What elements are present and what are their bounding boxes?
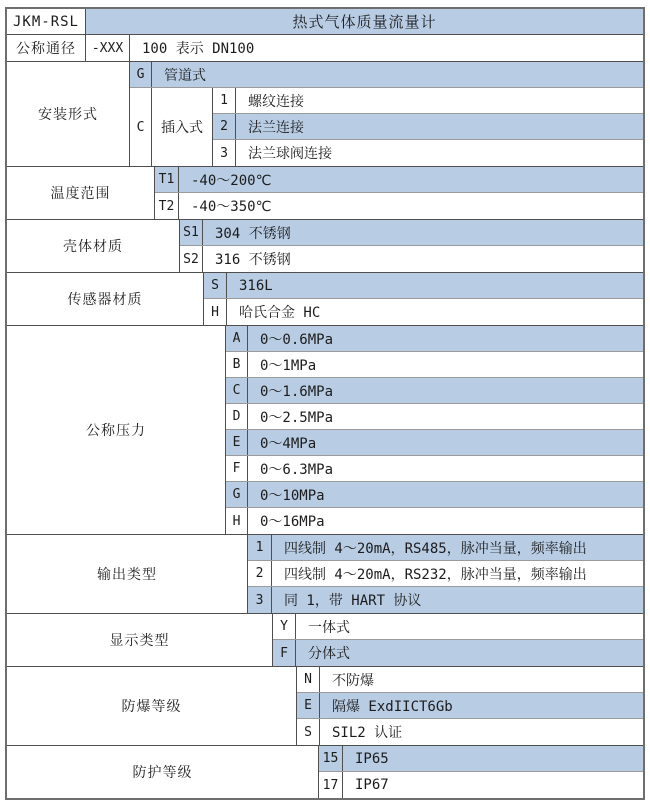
option-desc: 管道式 [164,67,206,84]
option-row [226,482,643,508]
option-row [213,114,643,140]
option-desc: 哈氏合金 HC [239,305,321,321]
section-nominal-pressure [7,326,643,535]
option-code: 17 [319,772,343,798]
section-output-type [7,535,643,614]
section-install-type [7,62,643,167]
option-desc: 0～4MPa [260,435,317,452]
option-code: T2 [155,193,179,219]
option-code: E [297,693,320,718]
option-desc: 同 1，带 HART 协议 [284,593,422,609]
option-code: -XXX [86,35,130,61]
section-label: 显示类型 [7,614,273,666]
option-row [248,587,643,613]
option-desc: 316 不锈钢 [215,252,291,268]
insertion-sub-block [130,88,643,166]
option-desc: 隔爆 ExdIICT6Gb [332,698,453,715]
section-label: 安装形式 [7,62,130,166]
option-row [248,535,643,561]
option-row [226,378,643,404]
option-desc: 0～6.3MPa [260,461,334,478]
option-desc: 分体式 [308,646,350,662]
section-label: 防爆等级 [7,667,297,745]
option-row [226,404,643,430]
option-row [273,614,643,640]
option-desc: 304 不锈钢 [215,225,291,242]
option-desc: 0～1MPa [260,357,317,374]
option-row [213,140,643,166]
option-desc: IP67 [355,777,389,793]
option-code: G [130,62,152,87]
option-code: N [297,667,320,692]
option-code: 2 [213,114,236,139]
option-row [204,273,643,299]
option-row [180,220,643,246]
section-label: 温度范围 [7,167,155,219]
option-desc: -40～350℃ [191,199,272,215]
option-code: C [226,378,248,403]
option-row [297,719,643,745]
option-row [204,299,643,325]
option-row [226,508,643,534]
option-row [226,352,643,378]
option-row [213,88,643,114]
option-row [226,430,643,456]
section-label: 公称通径 [7,35,86,61]
option-row [155,167,643,193]
option-code: S1 [180,220,203,245]
option-desc: 不防爆 [332,672,374,689]
option-row [319,746,643,772]
option-code: D [226,404,248,429]
section-explosion-proof [7,667,643,746]
option-desc: 0～0.6MPa [260,331,334,348]
option-code: S [204,273,227,298]
option-desc: 316L [239,277,273,294]
section-housing-material [7,220,643,273]
option-row [155,193,643,219]
section-nominal-diameter [7,35,643,62]
option-code: Y [273,614,296,639]
option-code: 1 [213,88,236,113]
option-row [86,35,643,61]
option-desc: 0～1.6MPa [260,383,334,400]
option-desc: 四线制 4～20mA，RS232，脉冲当量，频率输出 [284,566,587,583]
option-row [226,326,643,352]
option-code: S2 [180,246,203,272]
option-desc: SIL2 认证 [332,725,403,741]
section-protection-rating [7,746,643,798]
option-row [180,246,643,272]
option-code: 2 [248,561,272,586]
option-code: 3 [248,587,272,613]
model-code-cell: JKM-RSL [7,9,86,34]
option-code: 1 [248,535,272,560]
model-selection-table [5,7,645,800]
option-desc: 0～2.5MPa [260,409,334,426]
option-code: E [226,430,248,455]
option-code: C [130,88,152,166]
option-row [226,456,643,482]
section-sensor-material [7,273,643,326]
option-row [297,667,643,693]
option-desc: -40～200℃ [191,172,272,189]
option-desc: IP65 [355,750,389,767]
option-row [273,640,643,666]
option-desc: 100 表示 DN100 [142,41,255,57]
option-code: F [226,456,248,481]
option-code: B [226,352,248,377]
option-row [248,561,643,587]
sub-label: 插入式 [152,88,213,166]
option-desc: 一体式 [308,619,350,636]
section-label: 传感器材质 [7,273,204,325]
section-label: 壳体材质 [7,220,180,272]
option-code: A [226,326,248,351]
option-row [297,693,643,719]
product-title-cell: 热式气体质量流量计 [292,13,437,31]
option-code: 15 [319,746,343,771]
option-code: 3 [213,140,236,166]
option-desc: 法兰连接 [248,119,304,136]
option-row [130,62,643,88]
option-code: F [273,640,296,666]
option-desc: 0～16MPa [260,514,325,530]
option-desc: 法兰球阀连接 [248,146,332,162]
option-desc: 0～10MPa [260,487,325,504]
header-row [7,9,643,35]
option-desc: 四线制 4～20mA，RS485，脉冲当量，频率输出 [284,540,587,557]
option-code: T1 [155,167,179,192]
option-desc: 螺纹连接 [248,93,304,110]
section-label: 防护等级 [7,746,319,798]
option-code: G [226,482,248,507]
section-label: 输出类型 [7,535,248,613]
section-temp-range [7,167,643,220]
option-row [319,772,643,798]
section-display-type [7,614,643,667]
option-code: H [226,508,248,534]
section-label: 公称压力 [7,326,226,534]
option-code: S [297,719,320,745]
option-code: H [204,299,227,325]
